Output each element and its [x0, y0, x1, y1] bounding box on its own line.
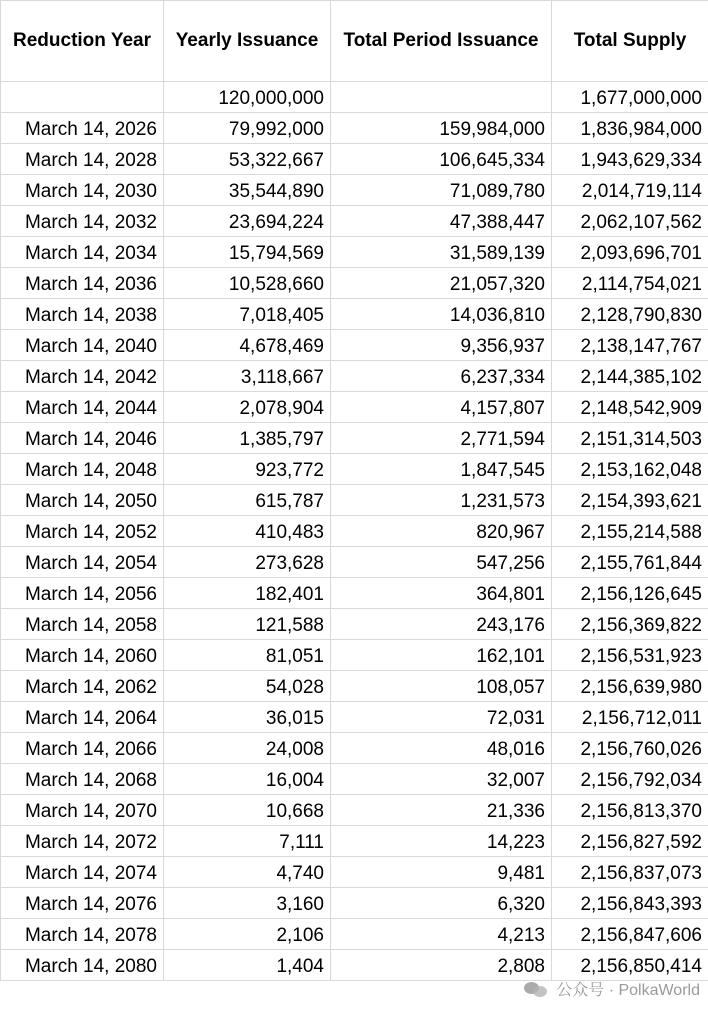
yearly-issuance-cell: 54,028 [164, 671, 331, 702]
yearly-issuance-cell: 53,322,667 [164, 144, 331, 175]
total-supply-cell: 1,836,984,000 [552, 113, 708, 144]
total-supply-cell: 2,062,107,562 [552, 206, 708, 237]
total-supply-cell: 2,156,847,606 [552, 919, 708, 950]
header-yearly-issuance: Yearly Issuance [164, 1, 331, 82]
reduction-year-cell: March 14, 2056 [1, 578, 164, 609]
header-total-supply: Total Supply [552, 1, 708, 82]
yearly-issuance-cell: 24,008 [164, 733, 331, 764]
table-row [1, 857, 708, 888]
table-row [1, 547, 708, 578]
table-row [1, 826, 708, 857]
reduction-year-cell: March 14, 2030 [1, 175, 164, 206]
reduction-year-cell: March 14, 2034 [1, 237, 164, 268]
total-period-issuance-cell: 14,036,810 [331, 299, 552, 330]
reduction-year-cell: March 14, 2076 [1, 888, 164, 919]
yearly-issuance-cell: 615,787 [164, 485, 331, 516]
yearly-issuance-cell: 16,004 [164, 764, 331, 795]
total-supply-cell: 2,114,754,021 [552, 268, 708, 299]
table-body [1, 82, 708, 981]
reduction-year-cell: March 14, 2078 [1, 919, 164, 950]
yearly-issuance-cell: 2,078,904 [164, 392, 331, 423]
total-supply-cell: 2,156,850,414 [552, 950, 708, 981]
table-row [1, 330, 708, 361]
table-row [1, 919, 708, 950]
table-row [1, 764, 708, 795]
total-supply-cell: 2,014,719,114 [552, 175, 708, 206]
total-period-issuance-cell: 364,801 [331, 578, 552, 609]
total-period-issuance-cell: 4,213 [331, 919, 552, 950]
table-row [1, 640, 708, 671]
reduction-year-cell: March 14, 2058 [1, 609, 164, 640]
total-period-issuance-cell: 72,031 [331, 702, 552, 733]
total-period-issuance-cell: 21,057,320 [331, 268, 552, 299]
table-row [1, 454, 708, 485]
reduction-year-cell: March 14, 2070 [1, 795, 164, 826]
table-row [1, 702, 708, 733]
total-supply-cell: 2,156,837,073 [552, 857, 708, 888]
table-row [1, 888, 708, 919]
reduction-year-cell: March 14, 2036 [1, 268, 164, 299]
yearly-issuance-cell: 923,772 [164, 454, 331, 485]
reduction-year-cell: March 14, 2064 [1, 702, 164, 733]
total-supply-cell: 2,156,369,822 [552, 609, 708, 640]
yearly-issuance-cell: 81,051 [164, 640, 331, 671]
table-row [1, 671, 708, 702]
total-period-issuance-cell: 2,771,594 [331, 423, 552, 454]
table-row [1, 299, 708, 330]
total-supply-cell: 2,148,542,909 [552, 392, 708, 423]
table-row [1, 392, 708, 423]
total-period-issuance-cell: 106,645,334 [331, 144, 552, 175]
total-supply-cell: 1,677,000,000 [552, 82, 708, 113]
total-period-issuance-cell: 1,231,573 [331, 485, 552, 516]
total-period-issuance-cell: 21,336 [331, 795, 552, 826]
reduction-year-cell: March 14, 2040 [1, 330, 164, 361]
total-supply-cell: 2,156,712,011 [552, 702, 708, 733]
yearly-issuance-cell: 120,000,000 [164, 82, 331, 113]
total-period-issuance-cell: 162,101 [331, 640, 552, 671]
total-period-issuance-cell [331, 82, 552, 113]
reduction-year-cell: March 14, 2046 [1, 423, 164, 454]
reduction-year-cell: March 14, 2026 [1, 113, 164, 144]
reduction-year-cell: March 14, 2062 [1, 671, 164, 702]
total-period-issuance-cell: 1,847,545 [331, 454, 552, 485]
header-row [1, 1, 708, 82]
reduction-year-cell: March 14, 2032 [1, 206, 164, 237]
yearly-issuance-cell: 23,694,224 [164, 206, 331, 237]
total-period-issuance-cell: 6,320 [331, 888, 552, 919]
reduction-year-cell: March 14, 2068 [1, 764, 164, 795]
table-row [1, 795, 708, 826]
reduction-year-cell: March 14, 2038 [1, 299, 164, 330]
total-period-issuance-cell: 31,589,139 [331, 237, 552, 268]
table-row [1, 485, 708, 516]
total-period-issuance-cell: 9,481 [331, 857, 552, 888]
header-reduction-year: Reduction Year [1, 1, 164, 82]
yearly-issuance-cell: 10,528,660 [164, 268, 331, 299]
total-supply-cell: 2,093,696,701 [552, 237, 708, 268]
table-row [1, 144, 708, 175]
yearly-issuance-cell: 7,018,405 [164, 299, 331, 330]
reduction-year-cell: March 14, 2060 [1, 640, 164, 671]
table-row [1, 609, 708, 640]
total-period-issuance-cell: 47,388,447 [331, 206, 552, 237]
table-row [1, 175, 708, 206]
total-supply-cell: 2,156,792,034 [552, 764, 708, 795]
total-period-issuance-cell: 48,016 [331, 733, 552, 764]
watermark-text: 公众号 · PolkaWorld [556, 982, 700, 999]
reduction-year-cell: March 14, 2044 [1, 392, 164, 423]
yearly-issuance-cell: 10,668 [164, 795, 331, 826]
reduction-year-cell: March 14, 2052 [1, 516, 164, 547]
table-row [1, 361, 708, 392]
total-supply-cell: 2,156,531,923 [552, 640, 708, 671]
yearly-issuance-cell: 121,588 [164, 609, 331, 640]
yearly-issuance-cell: 182,401 [164, 578, 331, 609]
total-supply-cell: 2,151,314,503 [552, 423, 708, 454]
yearly-issuance-cell: 15,794,569 [164, 237, 331, 268]
yearly-issuance-cell: 4,740 [164, 857, 331, 888]
total-period-issuance-cell: 820,967 [331, 516, 552, 547]
total-period-issuance-cell: 9,356,937 [331, 330, 552, 361]
table-row [1, 206, 708, 237]
yearly-issuance-cell: 1,385,797 [164, 423, 331, 454]
total-period-issuance-cell: 108,057 [331, 671, 552, 702]
total-period-issuance-cell: 4,157,807 [331, 392, 552, 423]
total-supply-cell: 2,156,126,645 [552, 578, 708, 609]
table-row [1, 578, 708, 609]
total-period-issuance-cell: 32,007 [331, 764, 552, 795]
total-period-issuance-cell: 6,237,334 [331, 361, 552, 392]
yearly-issuance-cell: 36,015 [164, 702, 331, 733]
total-supply-cell: 2,156,639,980 [552, 671, 708, 702]
yearly-issuance-cell: 1,404 [164, 950, 331, 981]
table-row [1, 113, 708, 144]
reduction-year-cell: March 14, 2066 [1, 733, 164, 764]
wechat-logo-icon [524, 980, 550, 998]
total-period-issuance-cell: 71,089,780 [331, 175, 552, 206]
table-row [1, 950, 708, 981]
yearly-issuance-cell: 4,678,469 [164, 330, 331, 361]
total-period-issuance-cell: 2,808 [331, 950, 552, 981]
reduction-year-cell: March 14, 2072 [1, 826, 164, 857]
reduction-year-cell [1, 82, 164, 113]
total-supply-cell: 2,153,162,048 [552, 454, 708, 485]
total-period-issuance-cell: 159,984,000 [331, 113, 552, 144]
total-supply-cell: 2,156,827,592 [552, 826, 708, 857]
yearly-issuance-cell: 2,106 [164, 919, 331, 950]
yearly-issuance-cell: 35,544,890 [164, 175, 331, 206]
yearly-issuance-cell: 3,118,667 [164, 361, 331, 392]
table-row [1, 516, 708, 547]
reduction-year-cell: March 14, 2042 [1, 361, 164, 392]
total-supply-cell: 2,144,385,102 [552, 361, 708, 392]
header-total-period-issuance: Total Period Issuance [331, 1, 552, 82]
table-row [1, 237, 708, 268]
total-supply-cell: 2,156,760,026 [552, 733, 708, 764]
reduction-year-cell: March 14, 2048 [1, 454, 164, 485]
table-row [1, 733, 708, 764]
total-supply-cell: 1,943,629,334 [552, 144, 708, 175]
total-supply-cell: 2,154,393,621 [552, 485, 708, 516]
total-period-issuance-cell: 243,176 [331, 609, 552, 640]
yearly-issuance-cell: 3,160 [164, 888, 331, 919]
total-period-issuance-cell: 547,256 [331, 547, 552, 578]
yearly-issuance-cell: 79,992,000 [164, 113, 331, 144]
total-period-issuance-cell: 14,223 [331, 826, 552, 857]
total-supply-cell: 2,155,214,588 [552, 516, 708, 547]
total-supply-cell: 2,138,147,767 [552, 330, 708, 361]
total-supply-cell: 2,155,761,844 [552, 547, 708, 578]
table-row [1, 268, 708, 299]
total-supply-cell: 2,156,813,370 [552, 795, 708, 826]
total-supply-cell: 2,128,790,830 [552, 299, 708, 330]
reduction-year-cell: March 14, 2028 [1, 144, 164, 175]
total-supply-cell: 2,156,843,393 [552, 888, 708, 919]
yearly-issuance-cell: 273,628 [164, 547, 331, 578]
reduction-year-cell: March 14, 2050 [1, 485, 164, 516]
yearly-issuance-cell: 410,483 [164, 516, 331, 547]
reduction-year-cell: March 14, 2074 [1, 857, 164, 888]
yearly-issuance-cell: 7,111 [164, 826, 331, 857]
table-row [1, 423, 708, 454]
reduction-year-cell: March 14, 2054 [1, 547, 164, 578]
reduction-year-cell: March 14, 2080 [1, 950, 164, 981]
table-row [1, 82, 708, 113]
